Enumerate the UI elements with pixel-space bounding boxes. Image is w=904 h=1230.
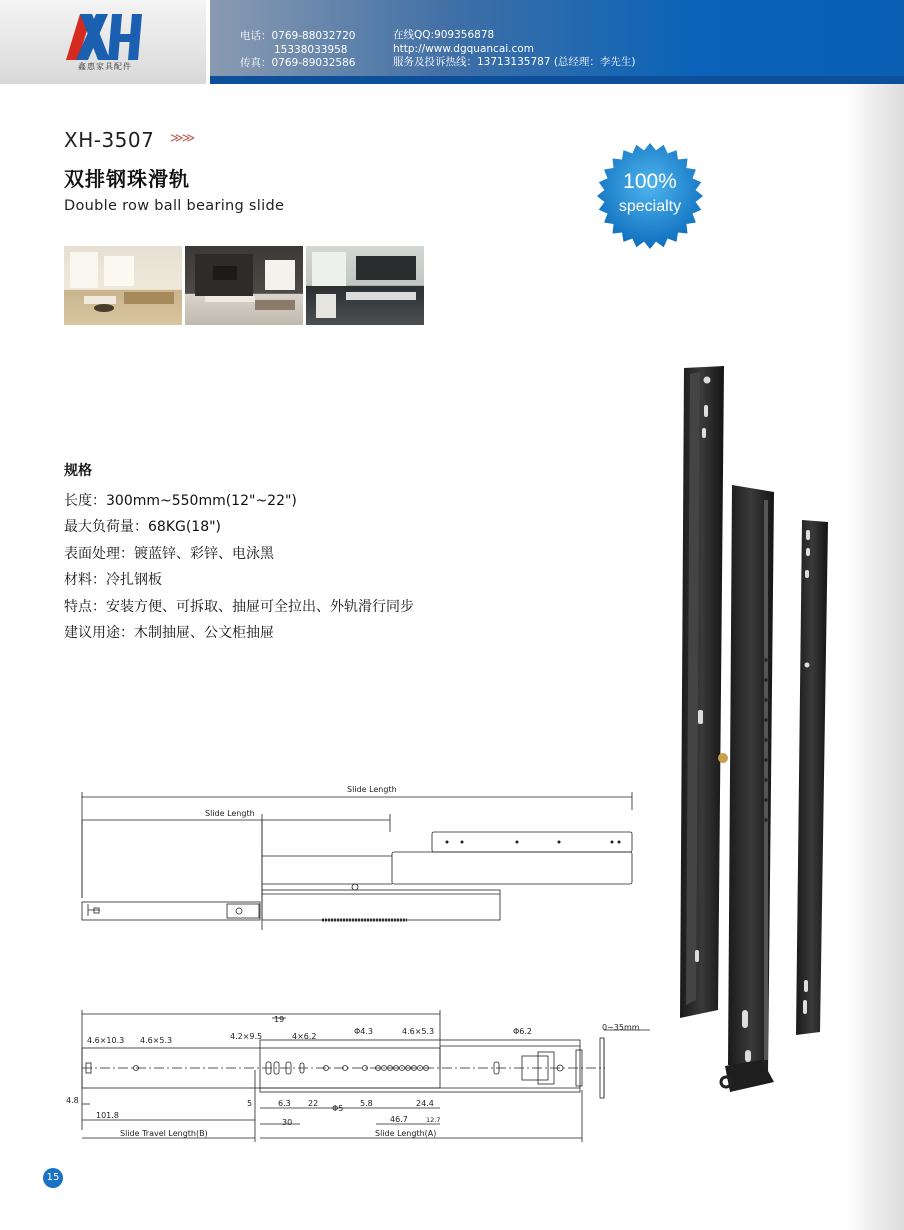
dim-hole-4-6x5-3-b: 4.6×5.3 [402, 1027, 435, 1036]
specs-heading: 规格 [64, 463, 92, 479]
page-number: 15 [43, 1168, 63, 1188]
specs-list [64, 488, 414, 646]
dim-19: 19 [274, 1015, 285, 1024]
interior-photo-tv-wall [185, 246, 303, 325]
logo-area [0, 0, 206, 76]
dim-phi-6-2: Φ6.2 [513, 1027, 533, 1036]
dim-5: 5 [247, 1099, 253, 1108]
interior-photo-kitchen [306, 246, 424, 325]
page-edge-shadow [846, 84, 904, 1230]
website-link[interactable]: http://www.dgquancai.com [393, 42, 534, 55]
dim-hole-4-2x9-5: 4.2×9.5 [230, 1032, 263, 1041]
header-stripe [0, 76, 904, 84]
slide-product-photo [670, 360, 846, 1100]
spec-length: 长度：300mm~550mm(12"~22") [64, 493, 297, 509]
slide-length-drawing [72, 780, 642, 930]
company-name: 鑫惠家具配件 [78, 62, 132, 71]
spec-features: 特点：安装方便、可拆取、抽屉可全拉出、外轨滑行同步 [64, 598, 414, 615]
product-title-en: Double row ball bearing slide [64, 198, 285, 214]
dim-travel-length-label: Slide Travel Length(B) [120, 1129, 208, 1138]
interior-photo-living-room [64, 246, 182, 325]
slide-length-label-outer: Slide Length [347, 785, 397, 794]
dim-6-3: 6.3 [278, 1099, 291, 1108]
fax-number: 传真：0769-89032586 [240, 57, 356, 69]
slide-length-label-inner: Slide Length [205, 809, 255, 818]
model-arrows-icon: ≫≫ [170, 131, 194, 146]
dim-phi-5: Φ5 [332, 1104, 344, 1113]
dim-46-7: 46.7 [390, 1115, 408, 1124]
dim-5-8: 5.8 [360, 1099, 373, 1108]
dim-30: 30 [282, 1118, 293, 1127]
dim-phi-4-3: Φ4.3 [354, 1027, 374, 1036]
dim-101-8: 101.8 [96, 1111, 119, 1120]
spec-usage: 建议用途：木制抽屉、公文柜抽屉 [64, 625, 274, 642]
dim-12-7: 12.7 [426, 1116, 441, 1124]
badge-starburst-icon [596, 142, 704, 250]
spec-surface: 表面处理：镀蓝锌、彩锌、电泳黑 [64, 545, 274, 562]
product-model: XH-3507 [64, 128, 155, 152]
spec-max-load: 最大负荷量：68KG(18") [64, 519, 222, 536]
spec-material: 材料：冷扎钢板 [64, 572, 162, 589]
dim-hole-4-6x5-3: 4.6×5.3 [140, 1036, 173, 1045]
qq-number: 在线QQ:909356878 [393, 29, 495, 41]
page-header [0, 0, 904, 84]
badge-label: specialty [618, 198, 682, 215]
dim-hole-4x6-2: 4×6.2 [292, 1032, 317, 1041]
dim-4-8: 4.8 [66, 1096, 79, 1105]
product-title-cn: 双排钢珠滑轨 [64, 167, 190, 191]
company-logo [66, 14, 142, 60]
badge-percent: 100% [623, 170, 677, 193]
dim-24-4: 24.4 [416, 1099, 434, 1108]
phone-number: 电话：0769-88032720 [240, 30, 356, 42]
mobile-number: 15338033958 [274, 43, 348, 56]
dim-extension: 0~35mm [602, 1023, 640, 1032]
dim-hole-4-6x10-3: 4.6×10.3 [87, 1036, 125, 1045]
dim-22: 22 [308, 1099, 319, 1108]
specialty-badge [596, 142, 704, 250]
dim-slide-length-a-label: Slide Length(A) [375, 1129, 437, 1138]
hotline: 服务及投诉热线：13713135787 (总经理：李先生) [393, 56, 636, 68]
hole-dimension-drawing [60, 1010, 650, 1160]
contact-phone-block [240, 30, 355, 71]
contact-online-block [393, 29, 636, 70]
